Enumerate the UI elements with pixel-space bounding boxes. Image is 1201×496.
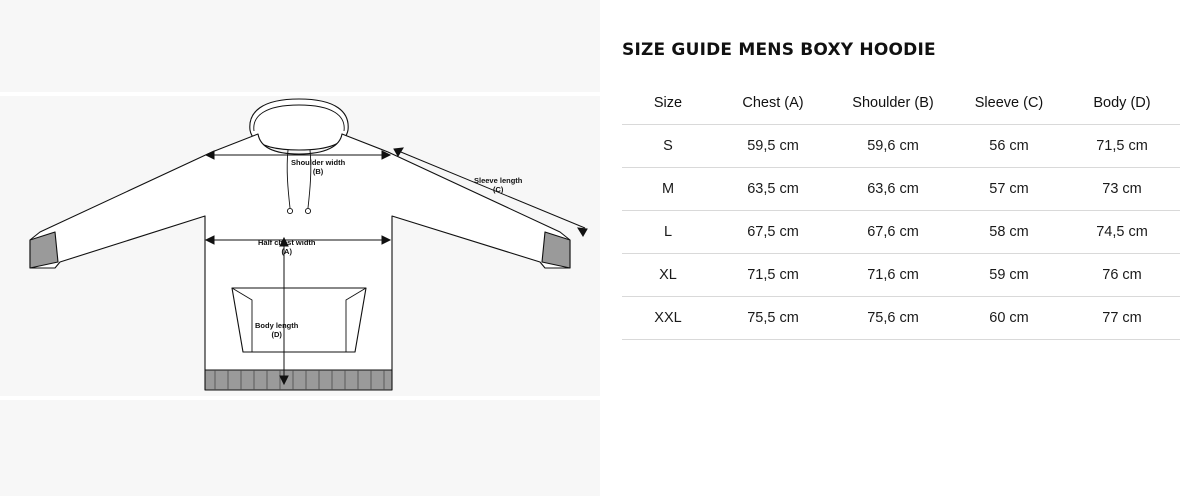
cell-shoulder: 67,6 cm [832,211,954,254]
cell-sleeve: 58 cm [954,211,1064,254]
column-header-shoulder-letter: (B) [914,95,934,111]
label-half-chest-width: Half chest width (A) [258,238,316,257]
cell-size: XXL [622,297,714,340]
cell-size: XL [622,254,714,297]
page-title: SIZE GUIDE MENS BOXY HOODIE [622,40,936,60]
size-table-panel [600,0,1201,496]
cell-sleeve: 59 cm [954,254,1064,297]
cell-sleeve: 57 cm [954,168,1064,211]
column-header-body-letter: (D) [1130,95,1151,111]
cell-size: L [622,211,714,254]
cell-shoulder: 75,6 cm [832,297,954,340]
label-shoulder-width: Shoulder width (B) [291,158,346,177]
cell-chest: 59,5 cm [714,125,832,168]
cell-body: 76 cm [1064,254,1180,297]
column-header-sleeve-letter: (C) [1023,95,1044,111]
column-header-body-label: Body [1093,95,1127,111]
column-header-shoulder-label: Shoulder [852,95,911,111]
cell-body: 74,5 cm [1064,211,1180,254]
column-header-shoulder [832,82,954,125]
column-header-size [622,82,714,125]
size-guide-table [622,82,1180,340]
cell-chest: 63,5 cm [714,168,832,211]
cell-chest: 75,5 cm [714,297,832,340]
cell-shoulder: 63,6 cm [832,168,954,211]
cell-sleeve: 56 cm [954,125,1064,168]
column-header-sleeve [954,82,1064,125]
table-row [622,254,1180,297]
table-row [622,297,1180,340]
column-header-sleeve-label: Sleeve [974,95,1020,111]
label-sleeve-length: Sleeve length (C) [474,176,523,195]
column-header-body [1064,82,1180,125]
cell-chest: 67,5 cm [714,211,832,254]
table-row [622,211,1180,254]
cell-chest: 71,5 cm [714,254,832,297]
cell-shoulder: 71,6 cm [832,254,954,297]
cell-size: S [622,125,714,168]
column-header-chest [714,82,832,125]
column-header-size-label: Size [653,95,683,111]
hoodie-illustration-panel [0,0,600,496]
column-header-chest-letter: (A) [784,95,804,111]
cell-sleeve: 60 cm [954,297,1064,340]
cell-body: 77 cm [1064,297,1180,340]
table-row [622,125,1180,168]
cell-shoulder: 59,6 cm [832,125,954,168]
cell-size: M [622,168,714,211]
column-header-chest-label: Chest [742,95,781,111]
table-row [622,168,1180,211]
cell-body: 71,5 cm [1064,125,1180,168]
cell-body: 73 cm [1064,168,1180,211]
label-body-length: Body length (D) [255,321,299,340]
table-header-row [622,82,1180,125]
